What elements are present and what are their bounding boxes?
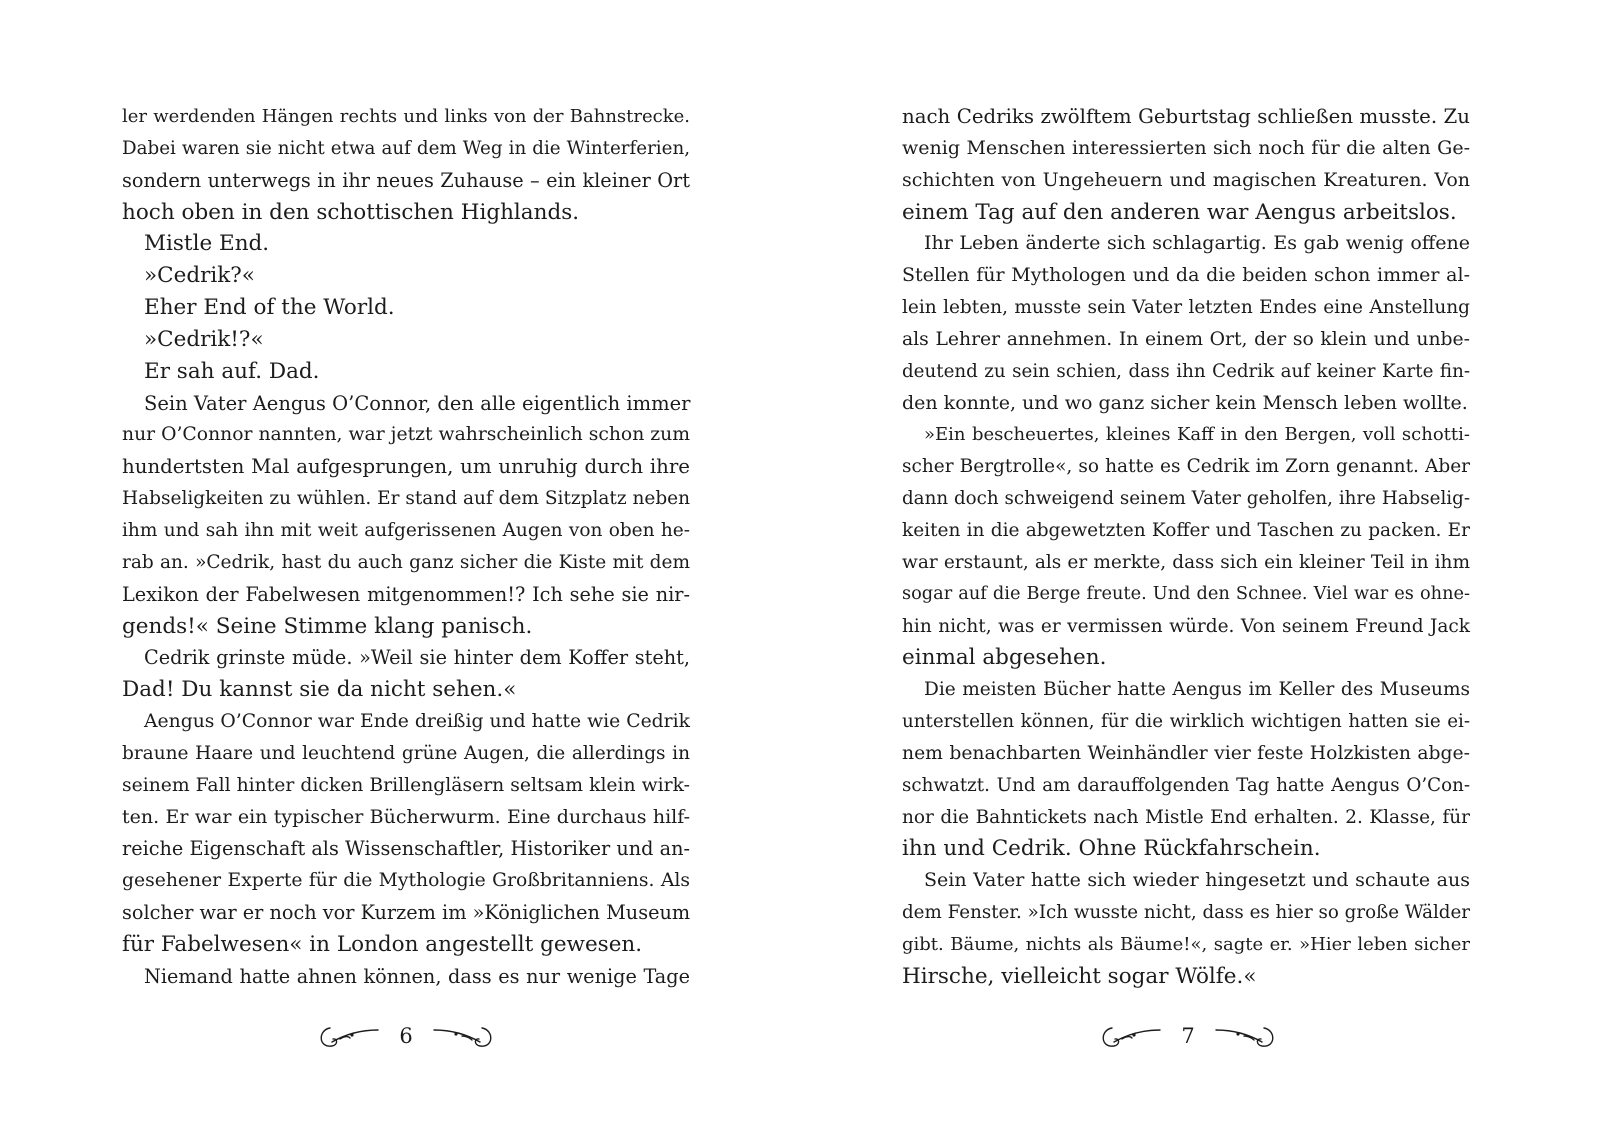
text-line: hoch oben in den schottischen Highlands. bbox=[122, 199, 580, 225]
text-line: Habseligkeiten zu wühlen. Er stand auf dem Sitzplatz neben bbox=[122, 488, 691, 510]
text-line: »Cedrik?« bbox=[144, 263, 255, 289]
text-line: schwatzt. Und am darauffolgenden Tag hatte Aengus O’Con- bbox=[902, 774, 1470, 796]
text-line: Er sah auf. Dad. bbox=[144, 358, 320, 384]
left-page-footer bbox=[316, 1022, 516, 1062]
text-line: sondern unterwegs in ihr neues Zuhause – ein kleiner Ort bbox=[122, 168, 690, 192]
left-page bbox=[122, 101, 690, 993]
text-line: solcher war er noch vor Kurzem im »Königlichen Museum bbox=[122, 901, 691, 925]
text-line: seinem Fall hinter dicken Brillengläsern seltsam klein wirk- bbox=[122, 774, 690, 796]
page-number: 6 bbox=[399, 1024, 413, 1048]
text-line: einem Tag auf den anderen war Aengus arbeitslos. bbox=[902, 199, 1457, 225]
text-line: Dabei waren sie nicht etwa auf dem Weg in die Winterferien, bbox=[122, 137, 690, 159]
text-line: den konnte, und wo ganz sicher kein Mensch leben wollte. bbox=[902, 391, 1468, 414]
text-line: braune Haare und leuchtend grüne Augen, die allerdings in bbox=[122, 742, 690, 764]
text-line: wenig Menschen interessierten sich noch für die alten Ge- bbox=[902, 136, 1470, 159]
text-line: hundertsten Mal aufgesprungen, um unruhig durch ihre bbox=[122, 455, 690, 479]
text-line: deutend zu sein schien, dass ihn Cedrik auf keiner Karte fin- bbox=[902, 360, 1470, 382]
text-line: für Fabelwesen« in London angestellt gewesen. bbox=[122, 931, 643, 957]
text-line: Dad! Du kannst sie da nicht sehen.« bbox=[122, 677, 517, 703]
text-line: Sein Vater hatte sich wieder hingesetzt und schaute aus bbox=[924, 869, 1470, 892]
text-line: ler werdenden Hängen rechts und links von der Bahnstrecke. bbox=[122, 106, 690, 127]
text-line: Mistle End. bbox=[144, 231, 270, 257]
text-line: Lexikon der Fabelwesen mitgenommen!? Ich sehe sie nir- bbox=[122, 582, 690, 606]
text-line: gesehener Experte für die Mythologie Großbritanniens. Als bbox=[122, 870, 690, 892]
text-line: rab an. »Cedrik, hast du auch ganz sicher die Kiste mit dem bbox=[122, 551, 690, 573]
text-line: nor die Bahntickets nach Mistle End erhalten. 2. Klasse, für bbox=[902, 806, 1470, 828]
text-line: »Ein bescheuertes, kleines Kaff in den Bergen, voll schotti- bbox=[924, 424, 1470, 446]
text-line: als Lehrer annehmen. In einem Ort, der so klein und unbe- bbox=[902, 328, 1470, 350]
text-line: hin nicht, was er vermissen würde. Von seinem Freund Jack bbox=[902, 615, 1470, 637]
text-line: reiche Eigenschaft als Wissenschaftler, Historiker und an- bbox=[122, 837, 690, 861]
right-page bbox=[902, 101, 1470, 993]
text-line: dann doch schweigend seinem Vater geholfen, ihre Habselig- bbox=[902, 488, 1470, 510]
text-line: Niemand hatte ahnen können, dass es nur wenige Tage bbox=[144, 964, 690, 988]
text-line: einmal abgesehen. bbox=[902, 645, 1107, 671]
text-line: »Cedrik!?« bbox=[144, 326, 264, 352]
text-line: dem Fenster. »Ich wusste nicht, dass es hier so große Wälder bbox=[902, 902, 1470, 924]
text-line: Stellen für Mythologen und da die beiden schon immer al- bbox=[902, 264, 1470, 287]
left-page-text bbox=[122, 101, 690, 993]
text-line: Ihr Leben änderte sich schlagartig. Es gab wenig offene bbox=[924, 232, 1470, 255]
page-number: 7 bbox=[1181, 1024, 1195, 1048]
text-line: ihn und Cedrik. Ohne Rückfahrschein. bbox=[902, 836, 1321, 862]
text-line: Hirsche, vielleicht sogar Wölfe.« bbox=[902, 963, 1257, 989]
text-line: Die meisten Bücher hatte Aengus im Keller des Museums bbox=[924, 679, 1470, 701]
text-line: war erstaunt, als er merkte, dass sich ein kleiner Teil in ihm bbox=[902, 551, 1470, 573]
right-page-text bbox=[902, 101, 1470, 993]
text-line: keiten in die abgewetzten Koffer und Taschen zu packen. Er bbox=[902, 519, 1470, 541]
right-page-footer bbox=[1098, 1022, 1298, 1062]
text-line: ten. Er war ein typischer Bücherwurm. Eine durchaus hilf- bbox=[122, 805, 690, 828]
text-line: lein lebten, musste sein Vater letzten Endes eine Anstellung bbox=[902, 297, 1470, 319]
text-line: nach Cedriks zwölftem Geburtstag schließen musste. Zu bbox=[902, 105, 1470, 128]
text-line: scher Bergtrolle«, so hatte es Cedrik im Zorn genannt. Aber bbox=[902, 456, 1470, 478]
text-line: gends!« Seine Stimme klang panisch. bbox=[122, 613, 533, 639]
text-line: sogar auf die Berge freute. Und den Schnee. Viel war es ohne- bbox=[902, 583, 1470, 604]
text-line: gibt. Bäume, nichts als Bäume!«, sagte er. »Hier leben sicher bbox=[902, 933, 1470, 955]
text-line: Eher End of the World. bbox=[144, 295, 395, 321]
text-line: schichten von Ungeheuern und magischen Kreaturen. Von bbox=[902, 168, 1470, 191]
text-line: nur O’Connor nannten, war jetzt wahrscheinlich schon zum bbox=[122, 424, 690, 446]
text-line: unterstellen können, für die wirklich wichtigen hatten sie ei- bbox=[902, 711, 1470, 733]
text-line: Aengus O’Connor war Ende dreißig und hatte wie Cedrik bbox=[144, 711, 690, 733]
text-line: nem benachbarten Weinhändler vier feste Holzkisten abge- bbox=[902, 742, 1470, 764]
text-line: Sein Vater Aengus O’Connor, den alle eigentlich immer bbox=[144, 391, 691, 415]
text-line: ihm und sah ihn mit weit aufgerissenen Augen von oben he- bbox=[122, 519, 690, 541]
text-line: Cedrik grinste müde. »Weil sie hinter dem Koffer steht, bbox=[144, 646, 690, 670]
